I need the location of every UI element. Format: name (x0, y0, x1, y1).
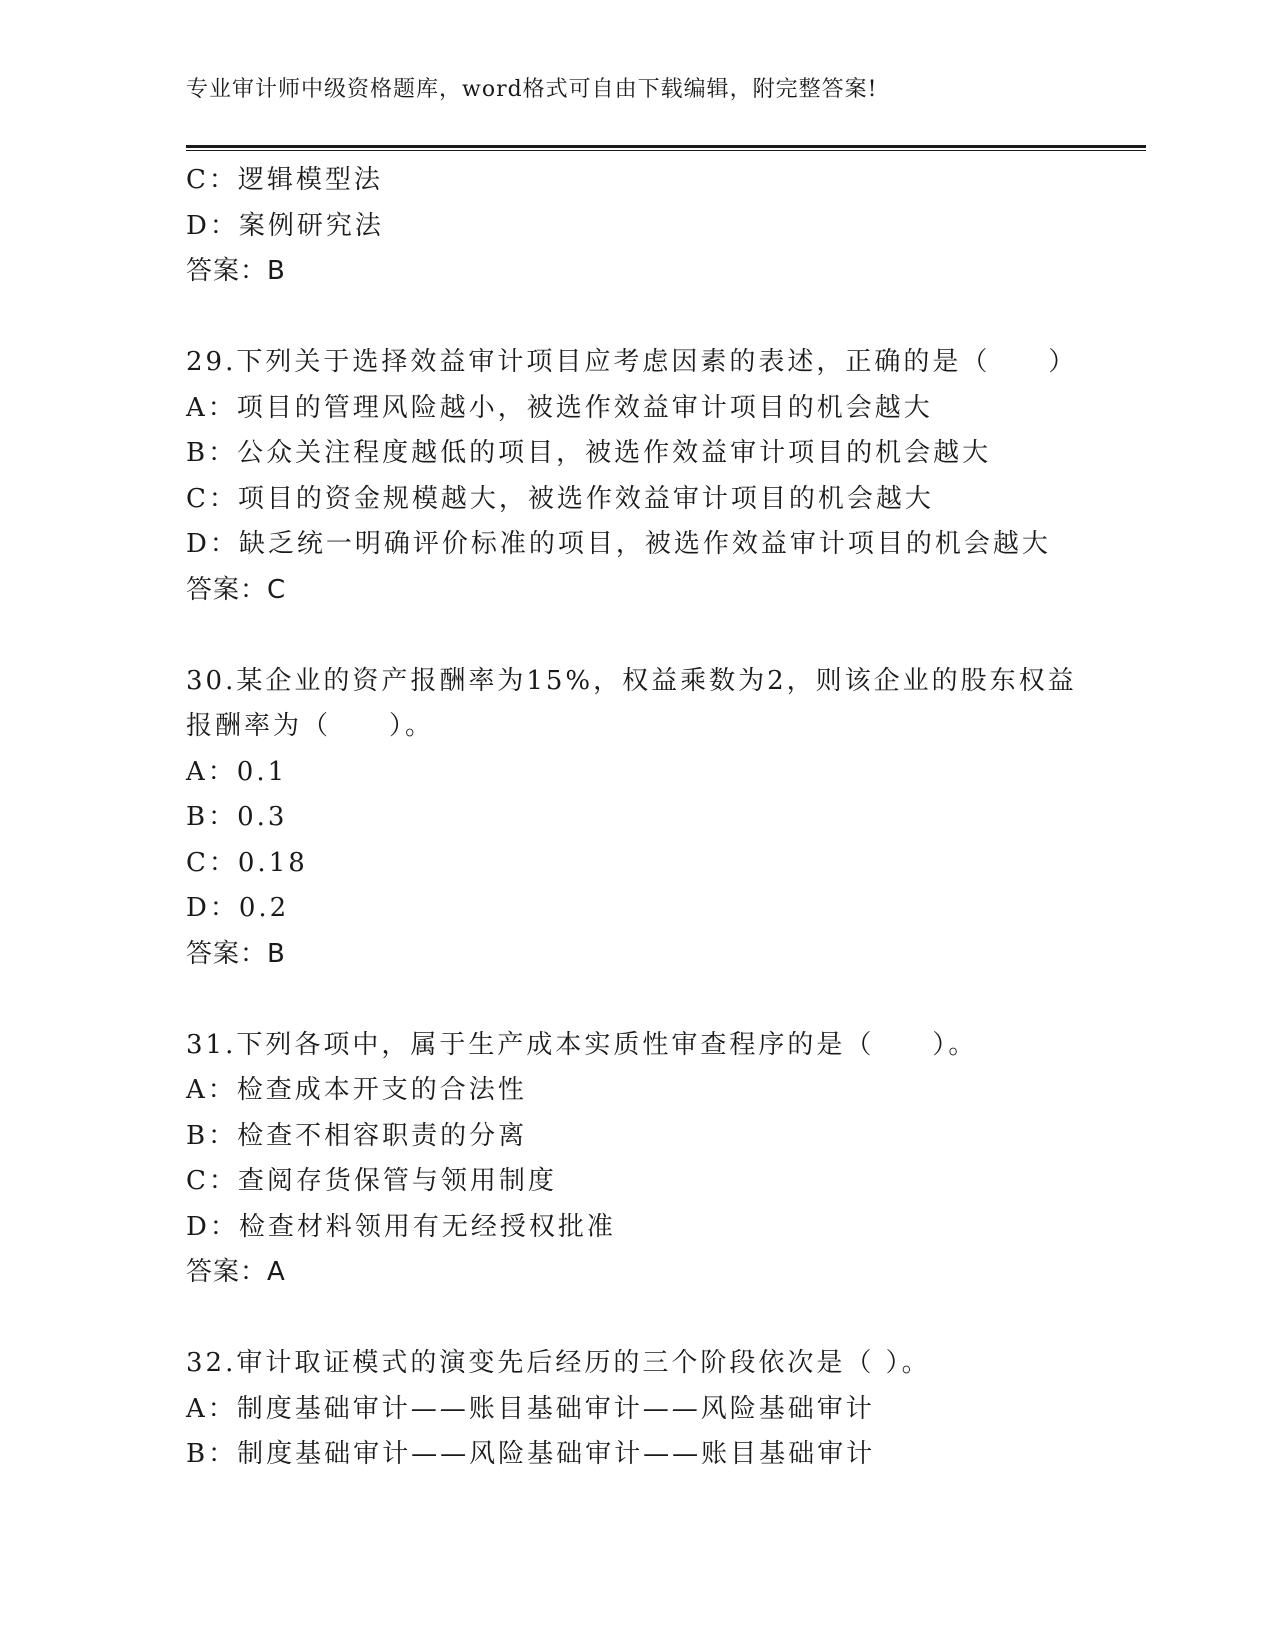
option-d: D：0.2 (186, 893, 290, 923)
option-d: D：检查材料领用有无经授权批准 (186, 1211, 616, 1242)
option-b: B：制度基础审计——风险基础审计——账目基础审计 (186, 1439, 876, 1469)
answer: 答案：A (186, 1257, 286, 1287)
option-b: B：0.3 (186, 802, 288, 832)
header-rule-thin (186, 150, 1146, 151)
option-b: B：公众关注程度越低的项目，被选作效益审计项目的机会越大 (186, 438, 992, 468)
option-a: A：制度基础审计——账目基础审计——风险基础审计 (186, 1393, 875, 1424)
answer: 答案：B (186, 938, 286, 969)
option-b: B：检查不相容职责的分离 (186, 1120, 528, 1151)
question-stem: 31.下列各项中，属于生产成本实质性审查程序的是（ ）。 (186, 1029, 978, 1060)
option-c: C：项目的资金规模越大，被选作效益审计项目的机会越大 (186, 483, 934, 514)
question-stem-continued: 报酬率为（ ）。 (186, 711, 435, 741)
option-a: A：0.1 (186, 756, 288, 787)
header-note: 专业审计师中级资格题库，word格式可自由下载编辑，附完整答案! (186, 77, 878, 102)
option-c: C：0.18 (186, 847, 308, 878)
option-d: D：缺乏统一明确评价标准的项目，被选作效益审计项目的机会越大 (186, 529, 1051, 559)
option-a: A：检查成本开支的合法性 (186, 1075, 527, 1105)
header-rule-thick (186, 145, 1146, 148)
answer: 答案：C (186, 574, 287, 605)
question-stem: 30.某企业的资产报酬率为15%，权益乘数为2，则该企业的股东权益 (186, 665, 1077, 696)
option-a: A：项目的管理风险越小，被选作效益审计项目的机会越大 (186, 392, 933, 423)
answer: 答案：B (186, 256, 286, 286)
option-d: D：案例研究法 (186, 210, 384, 241)
option-c: C：查阅存货保管与领用制度 (186, 1166, 557, 1196)
question-list (186, 158, 1136, 1478)
question-stem: 29.下列关于选择效益审计项目应考虑因素的表述，正确的是（ ） (186, 347, 1078, 377)
question-stem: 32.审计取证模式的演变先后经历的三个阶段依次是（ ）。 (186, 1348, 931, 1378)
option-c: C：逻辑模型法 (186, 165, 383, 195)
